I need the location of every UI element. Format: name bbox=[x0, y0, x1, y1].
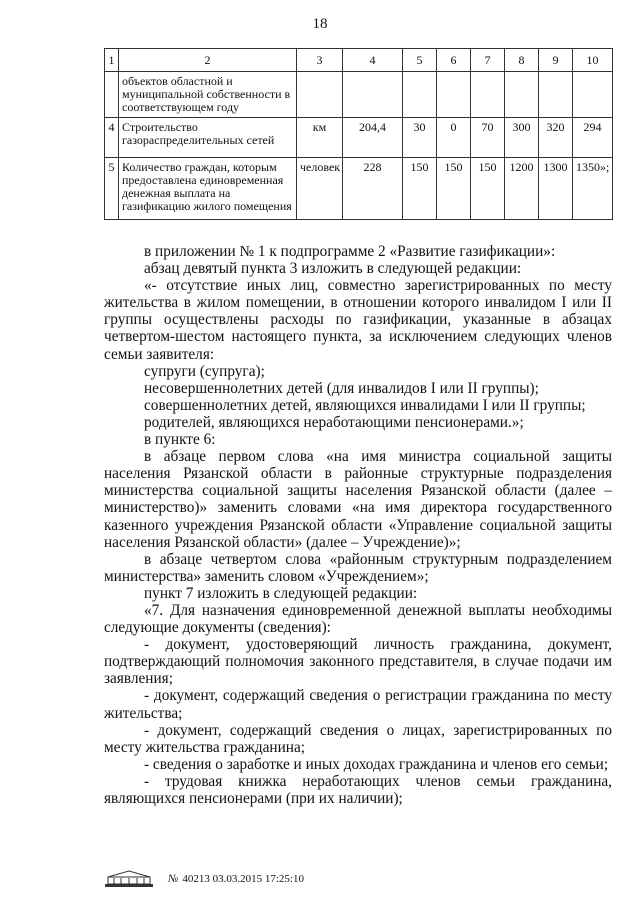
header-cell: 9 bbox=[539, 49, 573, 72]
paragraph: «- отсутствие иных лиц, совместно зарегистрированных по месту жительства в жилом помещении, в отношении которого инвалидом I или II группы осуществлены расходы по газификации, указанные в абзацах четвертом-шестом настоящего пункта, за исключением следующих членов семьи заявителя: bbox=[104, 277, 612, 363]
row-value bbox=[343, 72, 403, 118]
header-cell: 8 bbox=[505, 49, 539, 72]
table-row bbox=[105, 72, 613, 118]
row-value: 0 bbox=[437, 118, 471, 158]
row-value: 294 bbox=[573, 118, 613, 158]
row-value: 30 bbox=[403, 118, 437, 158]
paragraph: супруги (супруга); bbox=[144, 362, 265, 380]
paragraph: несовершеннолетних детей (для инвалидов I или II группы); bbox=[144, 379, 539, 397]
row-unit: км bbox=[297, 118, 343, 158]
row-value: 320 bbox=[539, 118, 573, 158]
document-body bbox=[104, 243, 612, 807]
row-value bbox=[437, 72, 471, 118]
paragraph: пункт 7 изложить в следующей редакции: bbox=[144, 584, 418, 602]
row-value: 228 bbox=[343, 158, 403, 220]
row-value: 1350»; bbox=[573, 158, 613, 220]
building-seal-icon bbox=[104, 870, 154, 888]
paragraph: - документ, удостоверяющий личность гражданина, документ, подтверждающий полномочия законного представителя, в случае подачи им заявления; bbox=[104, 636, 612, 688]
paragraph: - сведения о заработке и иных доходах гражданина и членов его семьи; bbox=[144, 755, 609, 773]
paragraph: совершеннолетних детей, являющихся инвалидами I или II группы; bbox=[144, 396, 586, 414]
row-value: 300 bbox=[505, 118, 539, 158]
paragraph: «7. Для назначения единовременной денежной выплаты необходимы следующие документы (сведения): bbox=[104, 601, 612, 637]
header-cell: 3 bbox=[297, 49, 343, 72]
page-number: 18 bbox=[312, 16, 328, 32]
table-row bbox=[105, 118, 613, 158]
row-number: 5 bbox=[105, 158, 119, 220]
row-indicator-name: объектов областной и муниципальной собственности в соответствующем году bbox=[119, 72, 297, 118]
row-value: 1300 bbox=[539, 158, 573, 220]
row-value: 150 bbox=[471, 158, 505, 220]
paragraph: - трудовая книжка неработающих членов семьи гражданина, являющихся пенсионерами (при их наличии); bbox=[104, 772, 612, 807]
row-unit bbox=[297, 72, 343, 118]
row-value bbox=[539, 72, 573, 118]
row-value: 1200 bbox=[505, 158, 539, 220]
header-cell: 7 bbox=[471, 49, 505, 72]
header-cell: 4 bbox=[343, 49, 403, 72]
paragraph: - документ, содержащий сведения о лицах, зарегистрированных по месту жительства гражданина; bbox=[104, 721, 612, 756]
row-number: 4 bbox=[105, 118, 119, 158]
paragraph: в приложении № 1 к подпрограмме 2 «Развитие газификации»: bbox=[144, 243, 556, 260]
paragraph: абзац девятый пункта 3 изложить в следующей редакции: bbox=[144, 260, 522, 278]
paragraph: в абзаце четвертом слова «районным структурным подразделением министерства» заменить словом «Учреждением»; bbox=[104, 550, 612, 585]
row-value: 150 bbox=[437, 158, 471, 220]
paragraph: - документ, содержащий сведения о регистрации гражданина по месту жительства; bbox=[104, 687, 612, 722]
row-value bbox=[573, 72, 613, 118]
paragraph: в пункте 6: bbox=[144, 431, 216, 449]
header-cell: 1 bbox=[105, 49, 119, 72]
document-footer bbox=[104, 870, 304, 888]
row-value: 70 bbox=[471, 118, 505, 158]
row-indicator-name: Количество граждан, которым предоставлена единовременная денежная выплата на газификацию жилого помещения bbox=[119, 158, 297, 220]
paragraph: в абзаце первом слова «на имя министра социальной защиты населения Рязанской области в районные структурные подразделения министерства социальной защиты населения Рязанской области (далее – министерство)» заменить словами «на имя директора государственного казенного учреждения Рязанской области «Управление социальной защиты населения Рязанской области» (далее – Учреждение)»; bbox=[104, 448, 612, 551]
registration-stamp: 40213 03.03.2015 17:25:10 bbox=[182, 873, 304, 885]
row-value bbox=[471, 72, 505, 118]
row-value: 150 bbox=[403, 158, 437, 220]
row-value bbox=[403, 72, 437, 118]
header-cell: 6 bbox=[437, 49, 471, 72]
row-unit: человек bbox=[297, 158, 343, 220]
header-cell: 5 bbox=[403, 49, 437, 72]
header-cell: 10 bbox=[573, 49, 613, 72]
header-cell: 2 bbox=[119, 49, 297, 72]
paragraph: родителей, являющихся неработающими пенсионерами.»; bbox=[144, 413, 524, 431]
indicators-table bbox=[104, 48, 613, 220]
row-value bbox=[505, 72, 539, 118]
row-number bbox=[105, 72, 119, 118]
row-value: 204,4 bbox=[343, 118, 403, 158]
table-row bbox=[105, 158, 613, 220]
registration-mark: № bbox=[168, 873, 179, 885]
row-indicator-name: Строительство газораспределительных сетей bbox=[119, 118, 297, 158]
table-header-row bbox=[105, 49, 613, 72]
